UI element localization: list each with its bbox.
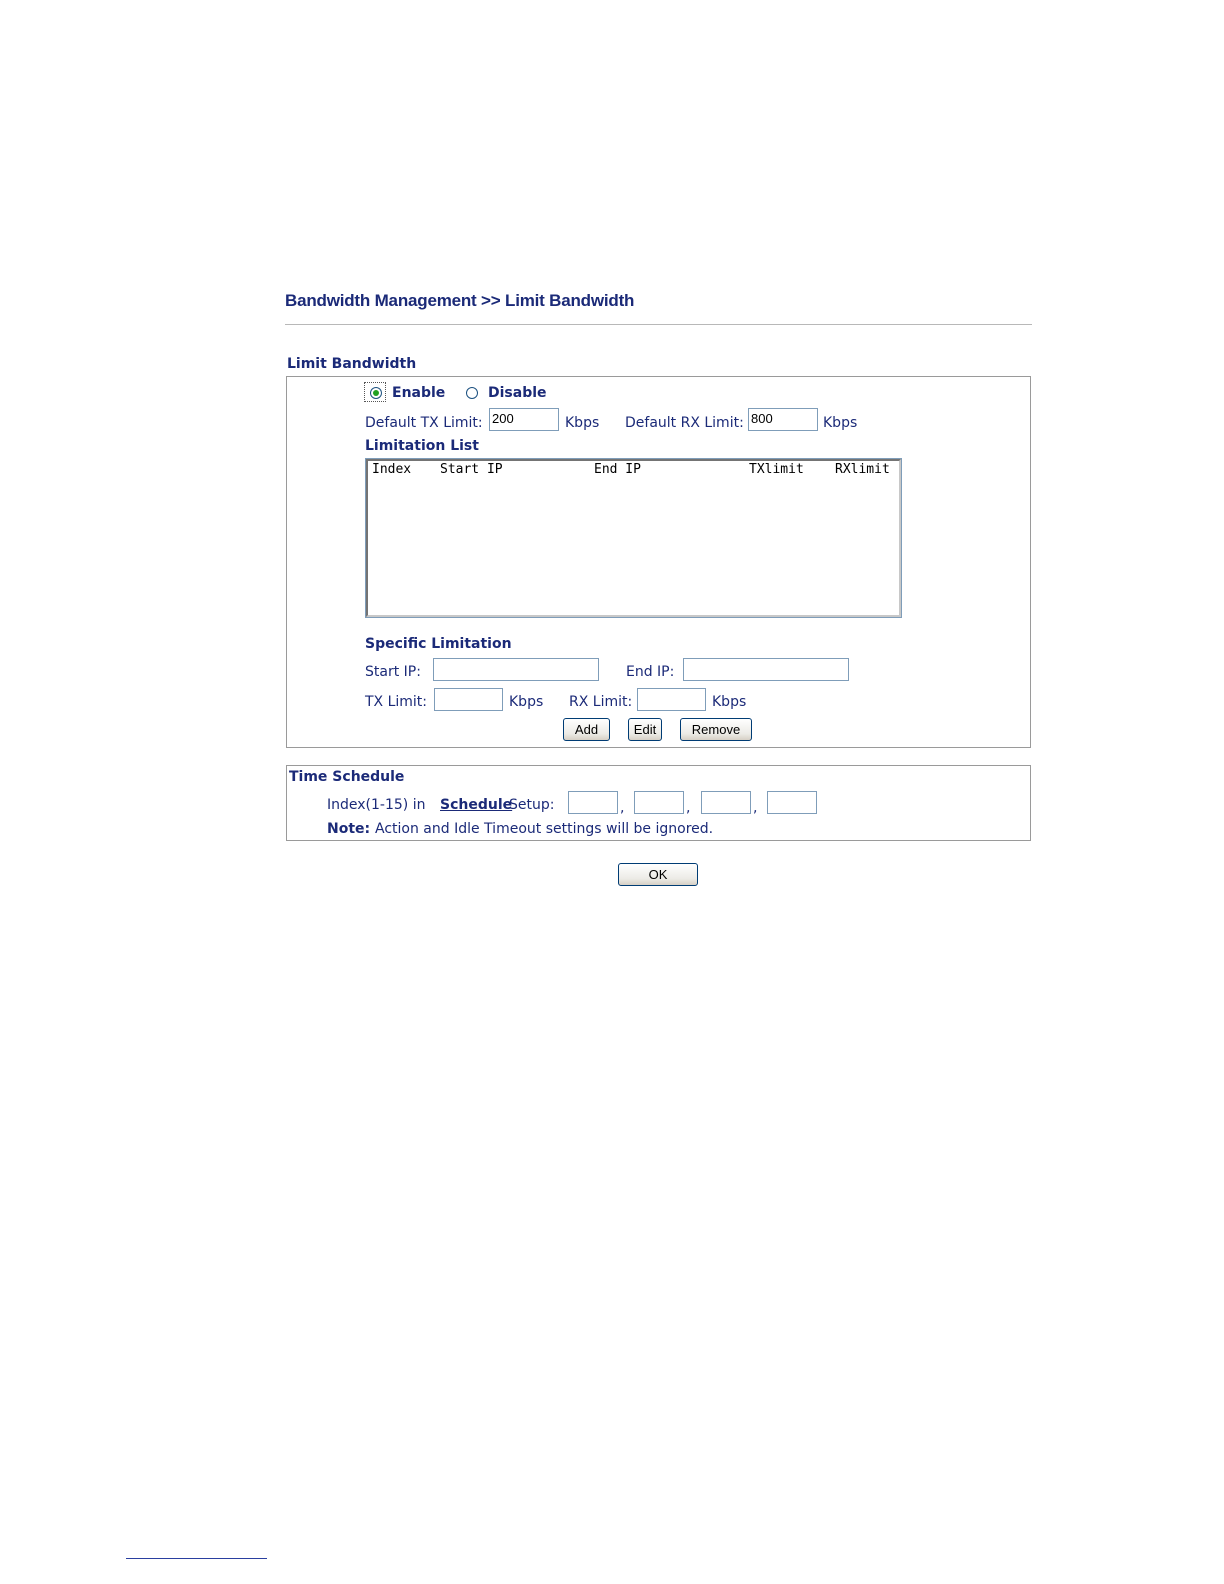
rx-limit-unit: Kbps: [712, 694, 747, 710]
schedule-link[interactable]: Schedule: [440, 797, 513, 813]
tx-limit-unit: Kbps: [509, 694, 544, 710]
footnote-divider: [126, 1558, 267, 1559]
schedule-index-prefix: Index(1-15) in: [327, 797, 426, 813]
list-header-start-ip: Start IP: [440, 462, 503, 477]
page-title: Bandwidth Management >> Limit Bandwidth: [285, 291, 635, 310]
limitation-listbox[interactable]: [366, 459, 901, 617]
schedule-setup-suffix: Setup:: [509, 797, 555, 813]
default-tx-label: Default TX Limit:: [365, 415, 483, 431]
remove-button[interactable]: Remove: [680, 718, 752, 741]
enable-label[interactable]: Enable: [392, 385, 446, 401]
start-ip-input[interactable]: [433, 658, 599, 681]
default-tx-input[interactable]: 200: [489, 408, 559, 431]
ok-button[interactable]: OK: [618, 863, 698, 886]
default-rx-unit: Kbps: [823, 415, 858, 431]
limit-bandwidth-heading: Limit Bandwidth: [287, 356, 417, 372]
rx-limit-label: RX Limit:: [569, 694, 633, 710]
list-header-txlimit: TXlimit: [749, 462, 804, 477]
start-ip-label: Start IP:: [365, 664, 421, 680]
rx-limit-input[interactable]: [637, 688, 706, 711]
note-text: Action and Idle Timeout settings will be ignored.: [375, 821, 714, 837]
list-header-end-ip: End IP: [594, 462, 641, 477]
specific-limitation-heading: Specific Limitation: [365, 636, 512, 652]
list-header-rxlimit: RXlimit: [835, 462, 890, 477]
disable-radio[interactable]: [466, 387, 478, 399]
tx-limit-label: TX Limit:: [365, 694, 428, 710]
schedule-index-input-1[interactable]: [568, 791, 618, 814]
tx-limit-input[interactable]: [434, 688, 503, 711]
limitation-list-heading: Limitation List: [365, 438, 479, 454]
list-header-index: Index: [372, 462, 412, 477]
note-label: Note:: [327, 821, 371, 837]
schedule-index-input-4[interactable]: [767, 791, 817, 814]
default-tx-unit: Kbps: [565, 415, 600, 431]
schedule-index-input-3[interactable]: [701, 791, 751, 814]
title-divider: [285, 324, 1032, 325]
schedule-index-input-2[interactable]: [634, 791, 684, 814]
add-button[interactable]: Add: [563, 718, 610, 741]
default-rx-label: Default RX Limit:: [625, 415, 744, 431]
disable-label[interactable]: Disable: [488, 385, 547, 401]
end-ip-label: End IP:: [626, 664, 675, 680]
default-rx-input[interactable]: 800: [748, 408, 818, 431]
schedule-separator: ,: [620, 800, 625, 816]
time-schedule-heading: Time Schedule: [289, 769, 405, 785]
edit-button[interactable]: Edit: [628, 718, 662, 741]
schedule-separator: ,: [753, 800, 758, 816]
enable-radio[interactable]: [370, 387, 382, 399]
schedule-separator: ,: [686, 800, 691, 816]
end-ip-input[interactable]: [683, 658, 849, 681]
